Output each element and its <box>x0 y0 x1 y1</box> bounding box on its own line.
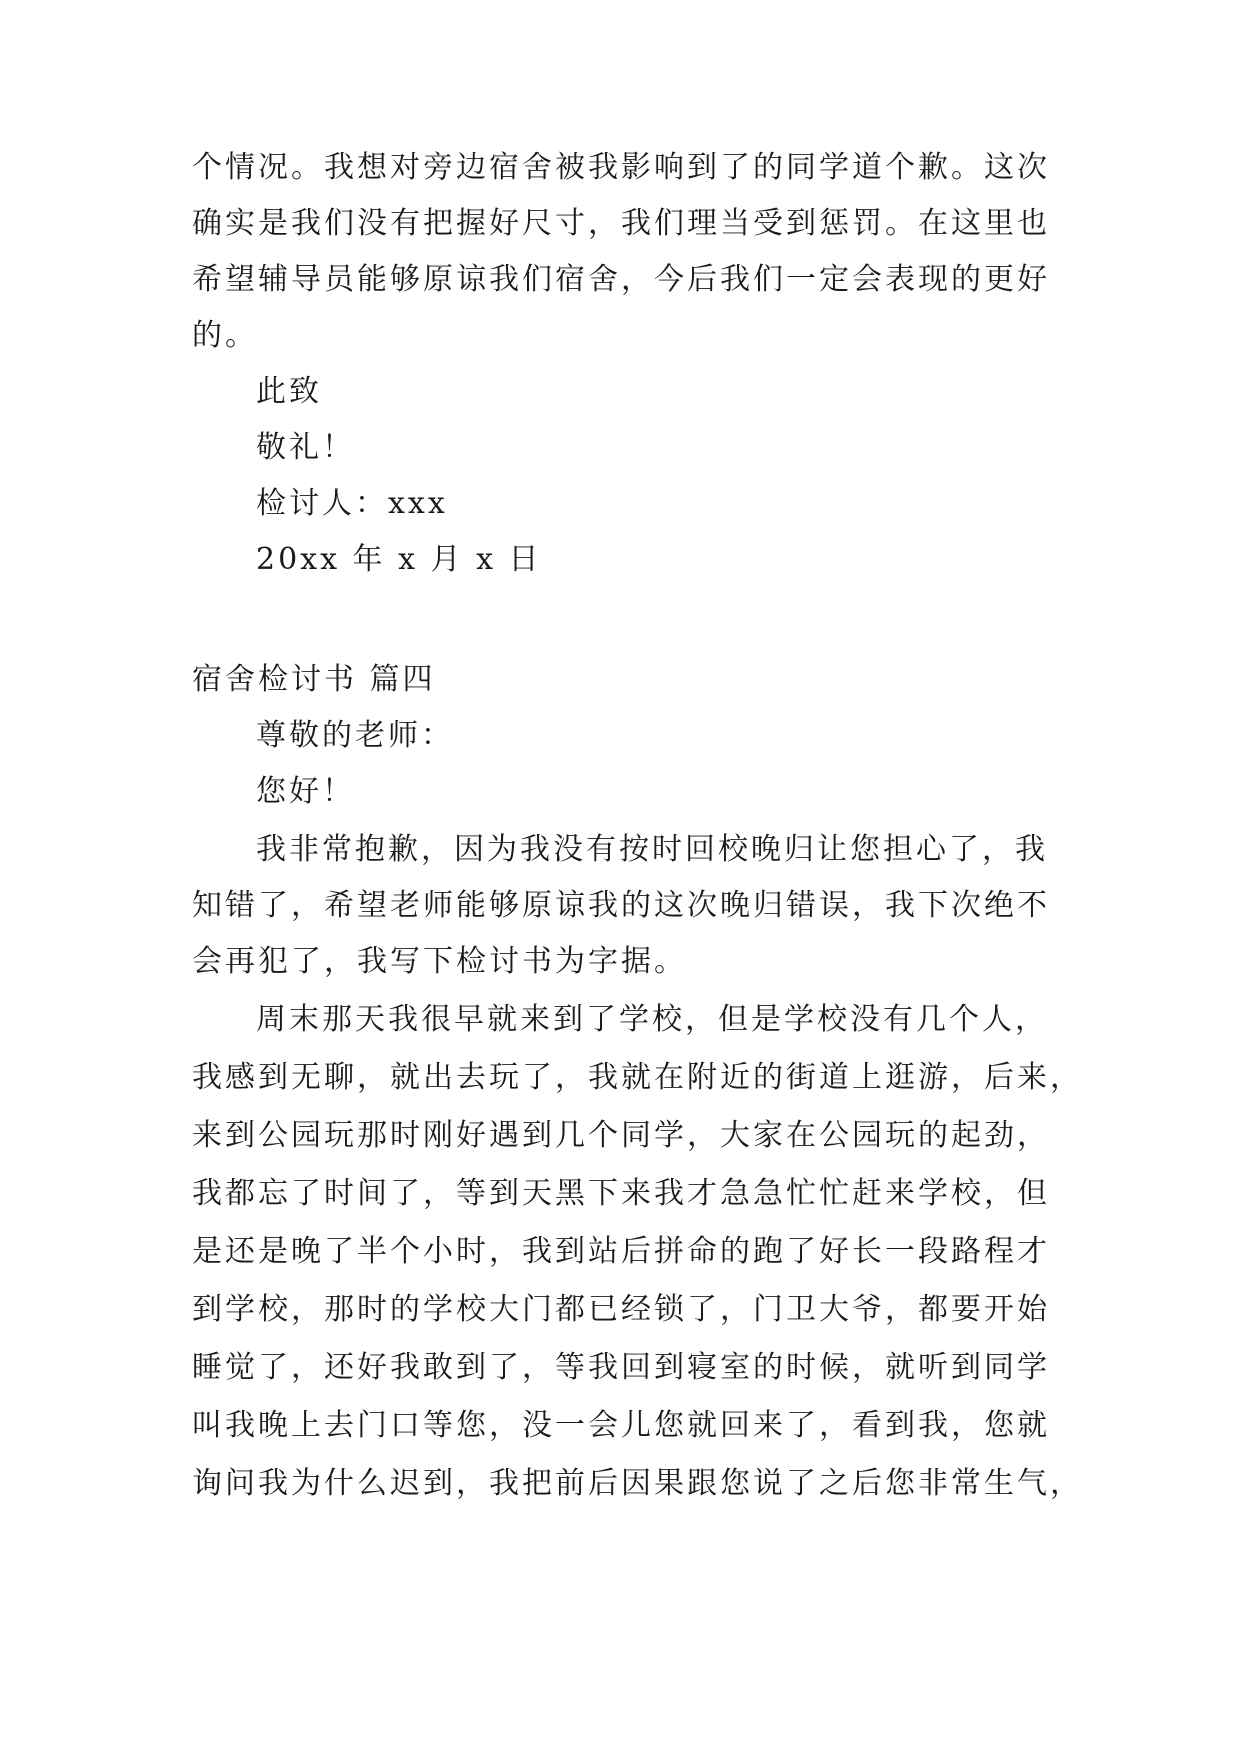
date-line: 20xx 年 x 月 x 日 <box>256 542 542 577</box>
paragraph-line: 我都忘了时间了，等到天黑下来我才急急忙忙赶来学校，但 <box>192 1176 1050 1211</box>
salutation: 尊敬的老师： <box>256 718 454 753</box>
closing-line: 此致 <box>256 374 322 409</box>
paragraph-line: 我非常抱歉，因为我没有按时回校晚归让您担心了，我 <box>256 832 1048 867</box>
paragraph-line: 到学校，那时的学校大门都已经锁了，门卫大爷，都要开始 <box>192 1292 1050 1327</box>
closing-salute: 敬礼！ <box>256 430 355 465</box>
paragraph-line: 睡觉了，还好我敢到了，等我回到寝室的时候，就听到同学 <box>192 1350 1050 1385</box>
signer-line: 检讨人：xxx <box>256 486 448 521</box>
paragraph-line: 是还是晚了半个小时，我到站后拼命的跑了好长一段路程才 <box>192 1234 1050 1269</box>
paragraph-line: 会再犯了，我写下检讨书为字据。 <box>192 944 687 979</box>
paragraph-line: 询问我为什么迟到，我把前后因果跟您说了之后您非常生气， <box>192 1466 1083 1501</box>
section-title: 宿舍检讨书 篇四 <box>192 662 436 697</box>
paragraph-line: 来到公园玩那时刚好遇到几个同学，大家在公园玩的起劲， <box>192 1118 1050 1153</box>
paragraph-line: 我感到无聊，就出去玩了，我就在附近的街道上逛游，后来， <box>192 1060 1083 1095</box>
paragraph-line: 的。 <box>192 318 258 353</box>
paragraph-line: 叫我晚上去门口等您，没一会儿您就回来了，看到我，您就 <box>192 1408 1050 1443</box>
paragraph-line: 知错了，希望老师能够原谅我的这次晚归错误，我下次绝不 <box>192 888 1050 923</box>
paragraph-line: 周末那天我很早就来到了学校，但是学校没有几个人， <box>256 1002 1048 1037</box>
greeting: 您好！ <box>256 774 355 809</box>
paragraph-line: 个情况。我想对旁边宿舍被我影响到了的同学道个歉。这次 <box>192 150 1050 185</box>
paragraph-line: 希望辅导员能够原谅我们宿舍，今后我们一定会表现的更好 <box>192 262 1050 297</box>
paragraph-line: 确实是我们没有把握好尺寸，我们理当受到惩罚。在这里也 <box>192 206 1050 241</box>
